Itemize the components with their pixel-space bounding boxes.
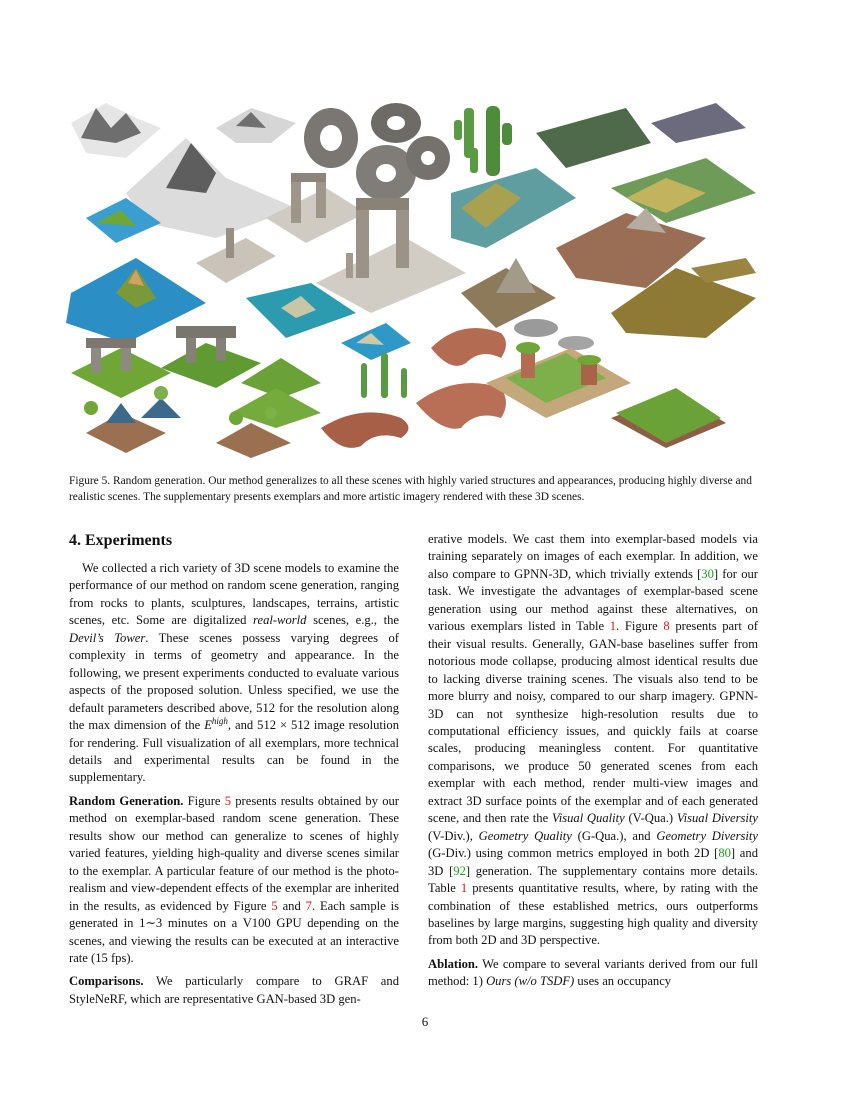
- emphasis: real-world: [253, 613, 307, 628]
- right-column: [428, 531, 758, 991]
- table-ref-link[interactable]: 1: [460, 881, 468, 896]
- emphasis: Ours (w/o TSDF): [486, 974, 575, 989]
- emphasis: Visual Quality: [551, 811, 625, 826]
- text: uses an occupancy: [574, 974, 672, 989]
- paragraph-ablation: [428, 956, 758, 991]
- figure-5-random-generation-image: [66, 98, 786, 460]
- figure-ref-link[interactable]: 7: [305, 898, 312, 913]
- figure-ref-link[interactable]: 8: [663, 619, 670, 634]
- text: We collected a rich variety of 3D scene models to examine the performance of our method on random scene generation, ranging from rocks to plants, sculptures, landscapes, terrains, artistic scenes, etc. Some are digitalized: [69, 561, 399, 628]
- paragraph-experiments-intro: [69, 560, 399, 787]
- left-column: [69, 531, 399, 1008]
- emphasis: Visual Diversity: [676, 811, 758, 826]
- caption-lead: Figure 5. Random generation.: [69, 475, 206, 487]
- text: (G-Div.) using common metrics employed in both 2D [: [428, 846, 719, 861]
- section-heading: 4. Experiments: [69, 532, 173, 549]
- stonehenge-panel: [71, 326, 321, 428]
- math-symbol: E: [204, 718, 212, 733]
- paragraph-comparisons: [69, 973, 399, 1008]
- run-in-heading: Ablation.: [428, 956, 479, 971]
- emphasis: Geometry Quality: [478, 828, 572, 843]
- text: ] for our task. We investigate the advantages of exemplar-based scene generation using our method against these alternatives, on various exemplars listed in Table: [428, 566, 758, 634]
- text: , and 512 × 512 image resolution for rendering. Full visualization of all exemplars, more technical details and experimental results can be found in the supplementary.: [69, 718, 399, 785]
- text: presents part of their visual results. Generally, GAN-base baselines suffer from notorious mode collapse, producing almost identical results due to lacking diverse training scenes. The visuals also tend to be more blurry and noisy, compared to our sharp imagery. GPNN-3D can not synthesize high-resolution results due to computational efficiency issues, and quickly fails at coarse scales, producing meaningless content. For quantitative comparisons, we produce 50 generated scenes from each exemplar with each method, render multi-view images and extract 3D surface points of the exemplar and of each generated scene, and then rate the: [428, 619, 758, 826]
- text: erative models. We cast them into exemplar-based models via training separately on images of each exemplar. In addition, we also compare to GPNN-3D, which trivially extends [: [428, 532, 758, 581]
- paragraph-random-generation: [69, 793, 399, 968]
- math-superscript: high: [211, 715, 228, 726]
- citation-link[interactable]: 80: [718, 846, 731, 861]
- desert-plateau-panel: [486, 319, 726, 448]
- table-ref-link[interactable]: 1: [609, 619, 617, 634]
- text: (G-Qua.), and: [571, 828, 657, 843]
- emphasis: Geometry Diversity: [656, 828, 758, 843]
- emphasis: Devil’s Tower: [69, 630, 146, 645]
- text: (V-Div.),: [428, 828, 479, 843]
- figure-ref-link[interactable]: 5: [271, 898, 278, 913]
- text: ] and 3D [: [428, 846, 758, 878]
- run-in-heading: Comparisons.: [69, 974, 144, 989]
- text: and: [277, 898, 306, 913]
- text: Figure: [183, 793, 225, 808]
- text: . Each sample is generated in 1∼3 minutes on a V100 GPU depending on the scenes, and viewing the results can be executed at an interactive rate (15 fps).: [69, 898, 399, 965]
- page-number: 6: [421, 1014, 429, 1029]
- text: presents quantitative results, where, by rating with the combination of these established metrics, ours outperforms baselines by large margins, suggesting high quality and diversity from both 2D and 3D perspective.: [428, 881, 759, 948]
- text: . Figure: [616, 619, 664, 634]
- text: . These scenes possess varying degrees of complexity in terms of geometry and appearance. In the following, we present experiments conducted to evaluate various aspects of the proposed solution. Unless specified, we use the default parameters described above, 512 for the resolution along the max dimension of the: [69, 630, 399, 733]
- text: (V-Qua.): [624, 811, 677, 826]
- paragraph-comparisons-continued: [428, 531, 758, 950]
- text: We compare to several variants derived from our full method: 1): [428, 956, 758, 989]
- text: ] generation. The supplementary contains more details. Table: [428, 863, 758, 896]
- text: presents results obtained by our method on exemplar-based random scene generation. These results show our method can generalize to scenes of highly varied features, yielding high-quality and diverse scenes similar to the exemplar. A particular feature of our method is the photo-realism and view-dependent effects of the exemplar are inherited in the results, as evidenced by Figure: [69, 793, 399, 913]
- text: We particularly compare to GRAF and StyleNeRF, which are representative GAN-based 3D gen-: [69, 974, 399, 1006]
- figure-caption: [69, 473, 781, 505]
- run-in-heading: Random Generation.: [69, 793, 184, 808]
- figure-ref-link[interactable]: 5: [224, 793, 232, 808]
- citation-link[interactable]: 30: [701, 566, 714, 581]
- caption-text: Our method generalizes to all these scenes with highly varied structures and appearances, producing highly diverse and realistic scenes. The supplementary presents exemplars and more artistic imagery rendered with these 3D scenes.: [69, 475, 752, 503]
- citation-link[interactable]: 92: [453, 863, 466, 878]
- text: scenes, e.g., the: [306, 613, 399, 628]
- cacti-panel: [454, 106, 512, 176]
